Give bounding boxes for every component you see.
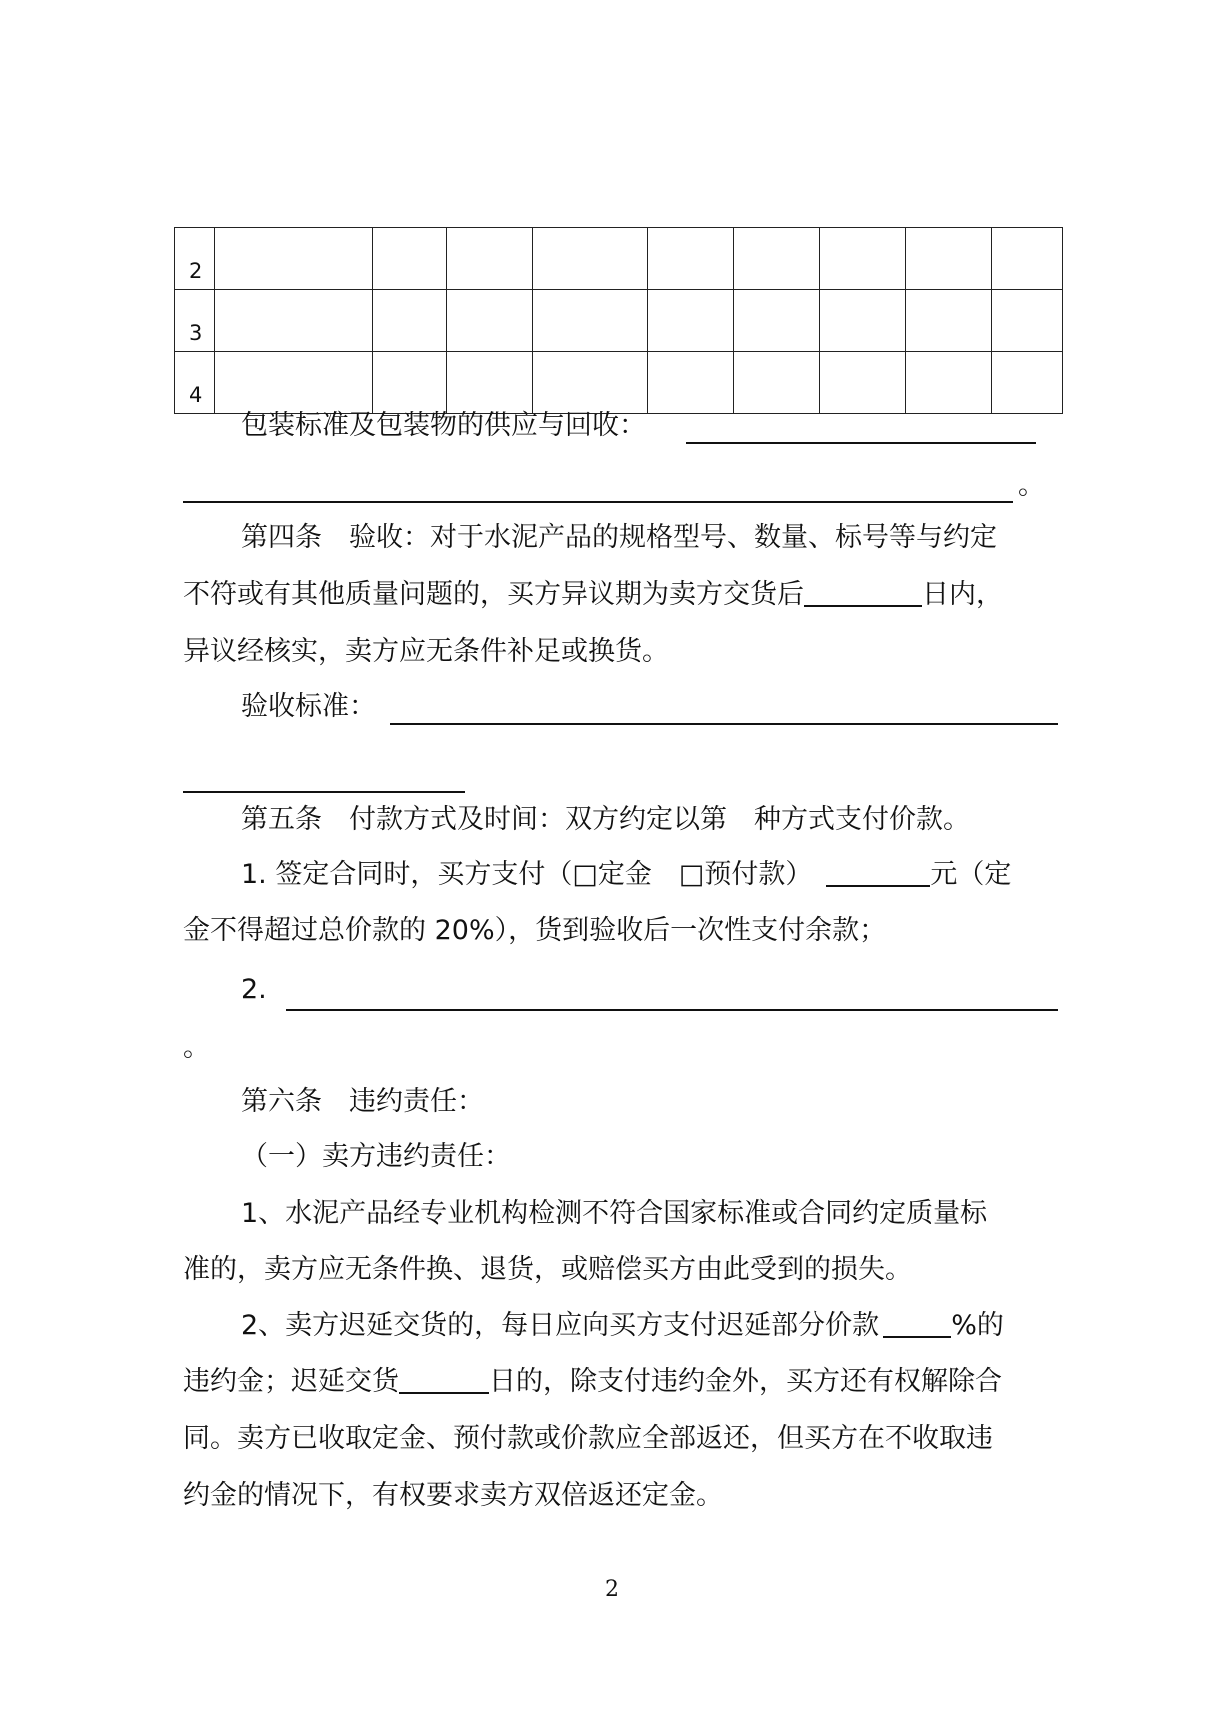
article6-p2-line1-text: 2、卖方迟延交货的，每日应向买方支付迟延部分价款 bbox=[241, 1310, 880, 1341]
article5-item1-end: 元（定 bbox=[930, 859, 1012, 890]
table-row bbox=[175, 228, 1063, 290]
table-cell[interactable] bbox=[648, 228, 734, 290]
article4-line1: 第四条 验收：对于水泥产品的规格型号、数量、标号等与约定 bbox=[241, 522, 997, 553]
table-cell[interactable] bbox=[373, 228, 447, 290]
packaging-end: 。 bbox=[1018, 470, 1045, 501]
article4-line2-text: 不符或有其他质量问题的，买方异议期为卖方交货后 bbox=[183, 579, 804, 610]
packaging-line bbox=[241, 412, 646, 439]
table-cell[interactable] bbox=[373, 352, 447, 414]
table-cell[interactable] bbox=[447, 352, 533, 414]
table-cell[interactable] bbox=[906, 228, 992, 290]
article6-p2-line3: 同。卖方已收取定金、预付款或价款应全部返还，但买方在不收取违 bbox=[183, 1423, 993, 1454]
article6-p1-line1: 1、水泥产品经专业机构检测不符合国家标准或合同约定质量标 bbox=[241, 1198, 988, 1229]
table-cell[interactable] bbox=[734, 228, 820, 290]
acceptance-standard-blank-1[interactable] bbox=[390, 723, 1058, 725]
table-cell[interactable] bbox=[215, 290, 373, 352]
table-row bbox=[175, 290, 1063, 352]
row-number-cell: 2 bbox=[175, 228, 215, 290]
table-cell[interactable] bbox=[648, 290, 734, 352]
table-cell[interactable] bbox=[215, 228, 373, 290]
article6-p2-line2-end: 日的，除支付违约金外，买方还有权解除合 bbox=[489, 1366, 1002, 1397]
delay-days-blank[interactable] bbox=[399, 1391, 489, 1394]
table-cell[interactable] bbox=[906, 352, 992, 414]
table-cell[interactable] bbox=[992, 352, 1063, 414]
goods-table bbox=[174, 227, 1063, 414]
row-number-cell: 4 bbox=[175, 352, 215, 414]
table-cell[interactable] bbox=[734, 290, 820, 352]
objection-days-blank[interactable] bbox=[804, 604, 922, 607]
article5-item2-label: 2. bbox=[241, 974, 267, 1005]
article6-p2-line2 bbox=[183, 1368, 1002, 1395]
table-cell[interactable] bbox=[447, 228, 533, 290]
delay-percent-blank[interactable] bbox=[883, 1335, 951, 1338]
table-row bbox=[175, 352, 1063, 414]
table-cell[interactable] bbox=[820, 290, 906, 352]
payment-amount-blank[interactable] bbox=[826, 884, 930, 887]
table-cell[interactable] bbox=[533, 352, 648, 414]
article5-item2-blank[interactable] bbox=[286, 1009, 1058, 1011]
article6-p2-line1-end: %的 bbox=[951, 1310, 1004, 1341]
packaging-blank-2[interactable] bbox=[183, 501, 1013, 503]
row-number-cell: 3 bbox=[175, 290, 215, 352]
table-cell[interactable] bbox=[906, 290, 992, 352]
article4-line3: 异议经核实，卖方应无条件补足或换货。 bbox=[183, 636, 669, 667]
table-cell[interactable] bbox=[992, 228, 1063, 290]
article6-p2-line1 bbox=[241, 1312, 1004, 1339]
article6-p2-line2-text: 违约金；迟延交货 bbox=[183, 1366, 399, 1397]
article6-title: 第六条 违约责任： bbox=[241, 1086, 484, 1117]
acceptance-standard-label: 验收标准： bbox=[241, 691, 376, 722]
goods-table-body bbox=[175, 228, 1063, 414]
table-cell[interactable] bbox=[533, 228, 648, 290]
table-cell[interactable] bbox=[820, 352, 906, 414]
article5-line1: 第五条 付款方式及时间：双方约定以第 种方式支付价款。 bbox=[241, 804, 970, 835]
article4-line2 bbox=[183, 581, 1003, 608]
table-cell[interactable] bbox=[215, 352, 373, 414]
article6-sub1: （一）卖方违约责任： bbox=[241, 1141, 511, 1172]
packaging-label: 包装标准及包装物的供应与回收： bbox=[241, 410, 646, 441]
page-number: 2 bbox=[605, 1577, 619, 1602]
article4-line2-end: 日内， bbox=[922, 579, 1003, 610]
table-cell[interactable] bbox=[734, 352, 820, 414]
table-cell[interactable] bbox=[533, 290, 648, 352]
article5-item1 bbox=[241, 861, 1011, 888]
article6-p2-line4: 约金的情况下，有权要求卖方双倍返还定金。 bbox=[183, 1480, 723, 1511]
table-cell[interactable] bbox=[820, 228, 906, 290]
table-cell[interactable] bbox=[992, 290, 1063, 352]
table-cell[interactable] bbox=[648, 352, 734, 414]
packaging-blank-1[interactable] bbox=[686, 442, 1036, 444]
article5-item1-text: 1. 签定合同时，买方支付（□定金 □预付款） bbox=[241, 859, 813, 890]
acceptance-standard-blank-2[interactable] bbox=[183, 791, 465, 793]
table-cell[interactable] bbox=[447, 290, 533, 352]
article6-p1-line2: 准的，卖方应无条件换、退货，或赔偿买方由此受到的损失。 bbox=[183, 1254, 912, 1285]
table-cell[interactable] bbox=[373, 290, 447, 352]
article5-item2-end: 。 bbox=[183, 1032, 210, 1063]
article5-item1-cont: 金不得超过总价款的 20%），货到验收后一次性支付余款； bbox=[183, 915, 887, 946]
